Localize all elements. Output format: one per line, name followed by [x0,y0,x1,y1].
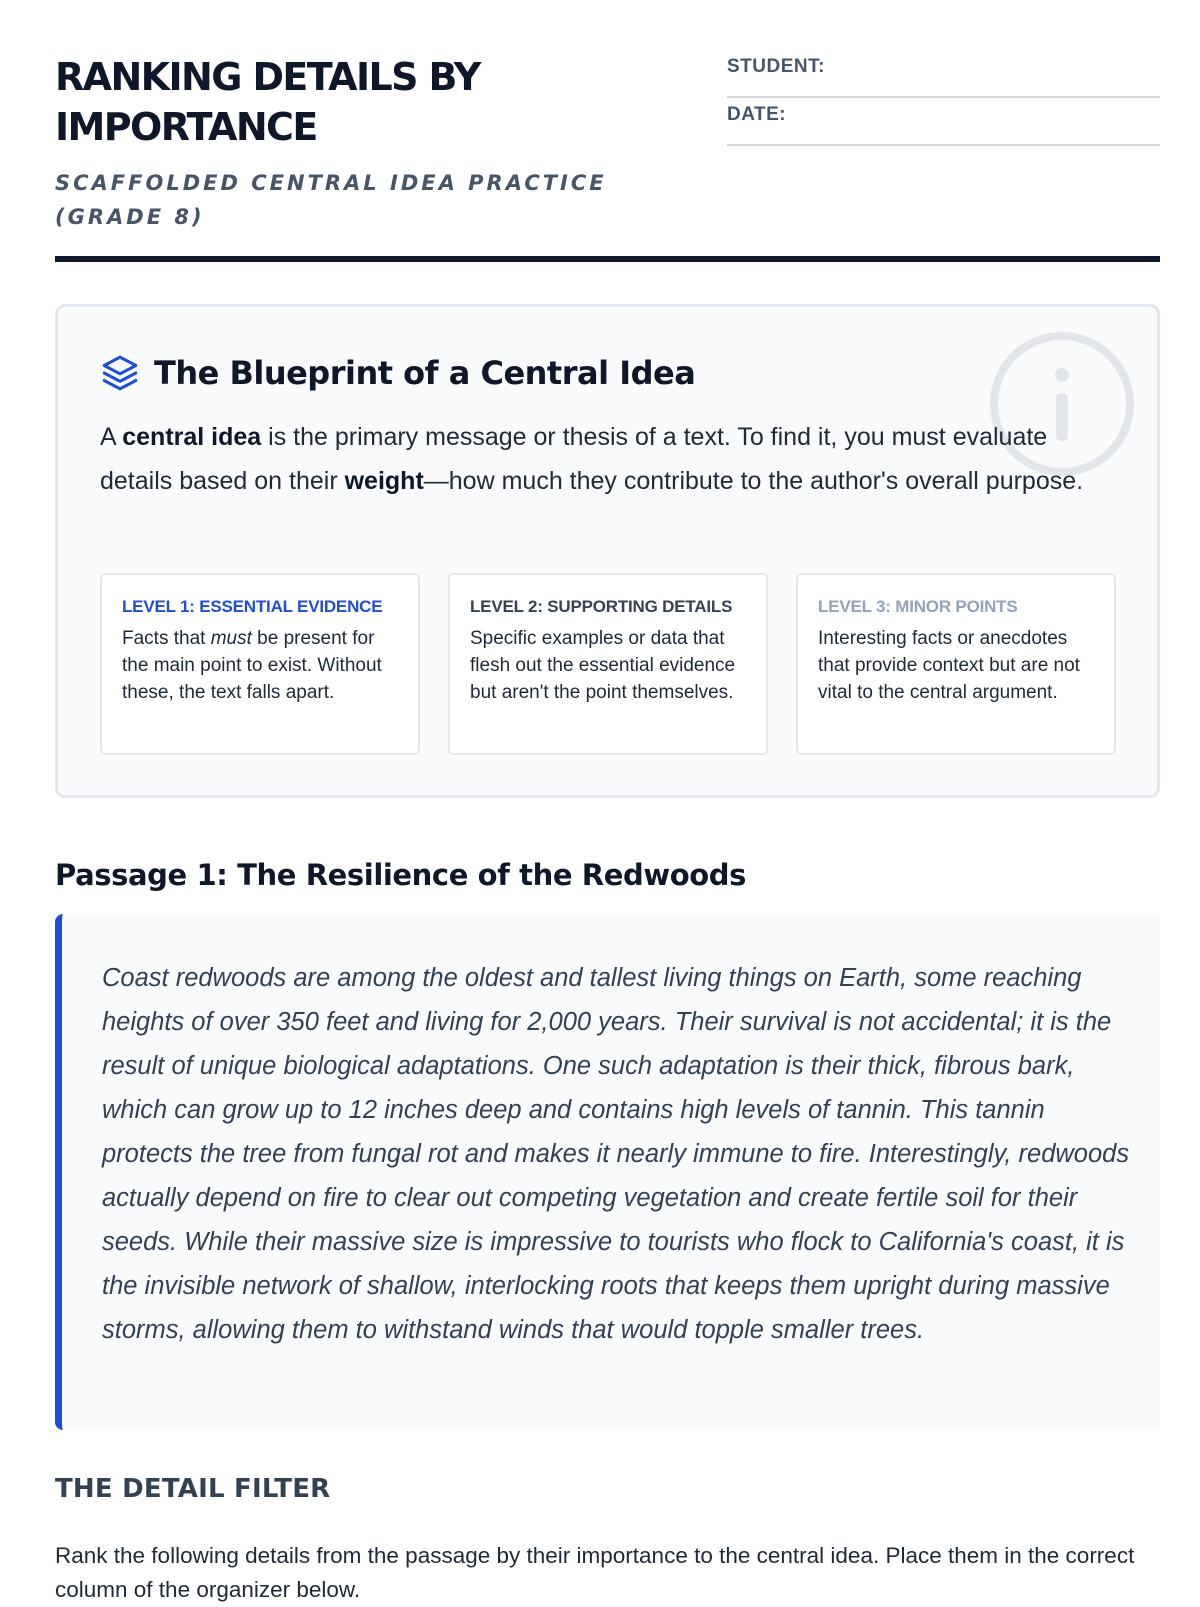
student-field[interactable] [727,52,1160,98]
title-block [55,52,655,234]
level-3-card [796,573,1116,755]
page-title: RANKING DETAILS BY IMPORTANCE [55,55,480,149]
level-3-title: LEVEL 3: MINOR POINTS [818,597,1018,616]
blueprint-card [55,304,1160,798]
worksheet-page [55,0,1160,1602]
level-1-desc-emphasis: must [210,628,252,649]
intro-text: A [100,423,123,451]
blueprint-title: The Blueprint of a Central Idea [154,354,696,392]
date-field-label: DATE: [727,104,787,125]
worksheet-header [55,0,1160,262]
student-field-label: STUDENT: [727,56,825,77]
level-3-description: Interesting facts or anecdotes that provide context but are not vital to the central argument. [818,628,1080,703]
intro-text: is the primary message or thesis of a text. To find it, you must evaluate details based on their [100,423,1048,495]
level-1-description [122,625,398,706]
passage-title: Passage 1: The Resilience of the Redwoods [55,858,746,892]
passage-text: Coast redwoods are among the oldest and tallest living things on Earth, some reaching heights of over 350 feet and living for 2,000 years. Their survival is not accidental; it is the result of unique biological adaptations. One such adaptation is their thick, fibrous bark, which can grow up to 12 inches deep and contains high levels of tannin. This tannin protects the tree from fungal rot and makes it nearly immune to fire. Interestingly, redwoods actually depend on fire to clear out competing vegetation and create fertile soil for their seeds. While their massive size is impressive to tourists who flock to California's coast, it is the invisible network of shallow, interlocking roots that keeps them upright during massive storms, allowing them to withstand winds that would topple smaller trees. [102,964,1130,1344]
level-1-title: LEVEL 1: ESSENTIAL EVIDENCE [122,597,383,616]
date-field[interactable] [727,100,1160,146]
level-2-title: LEVEL 2: SUPPORTING DETAILS [470,597,733,616]
page-subtitle: SCAFFOLDED CENTRAL IDEA PRACTICE (GRADE 8) [55,171,607,229]
level-1-card [100,573,420,755]
level-2-description: Specific examples or data that flesh out the essential evidence but aren't the point themselves. [470,628,736,703]
level-1-desc-text: be present for the main point to exist. Without these, the text falls apart. [122,628,382,703]
passage-block [55,914,1160,1430]
intro-term-central-idea: central idea [122,423,262,451]
level-1-desc-text: Facts that [122,628,211,649]
importance-levels [100,573,1116,755]
intro-text: —how much they contribute to the author's overall purpose. [423,467,1084,495]
blueprint-intro [100,415,1120,503]
student-info-fields [727,52,1160,146]
intro-term-weight: weight [344,467,424,495]
detail-filter-heading: THE DETAIL FILTER [55,1474,331,1504]
header-divider [55,256,1160,262]
detail-filter-instructions: Rank the following details from the passage by their importance to the central idea. Place them in the correct column of the organizer below. [55,1543,1135,1602]
level-2-card [448,573,768,755]
layers-icon [100,353,140,393]
blueprint-title-row [100,353,695,393]
